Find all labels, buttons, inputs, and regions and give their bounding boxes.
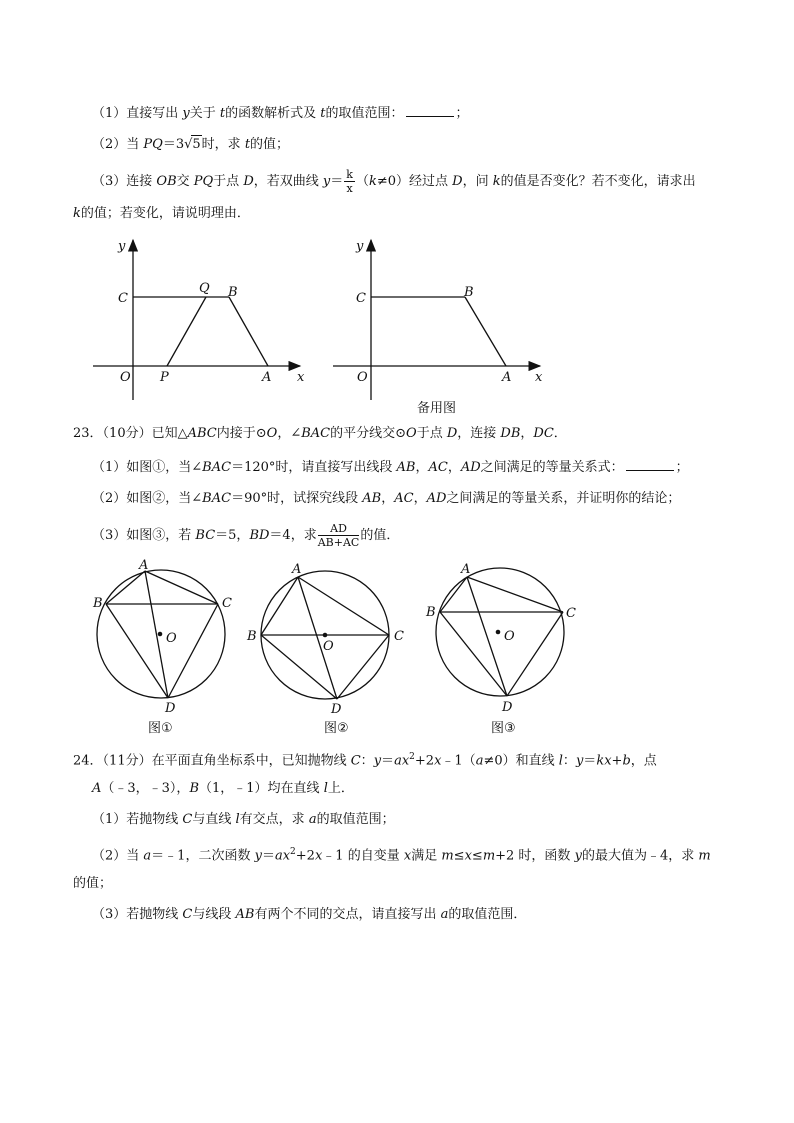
q23-part1: （1）如图①，当∠BAC＝120°时，请直接写出线段 AB，AC，AD之间满足的等量关系式： ； (92, 460, 689, 475)
label-c: C (394, 629, 404, 644)
label-d: D (165, 701, 176, 716)
fraction-ad-over-ab-ac: $\frac{AD}{AB+AC}$ (317, 522, 360, 549)
point-b-label: B (464, 285, 474, 300)
q23-part3: （3）如图③，若 BC＝5，BD＝4，求 $\frac{AD}{AB+AC}$ 的值． (92, 522, 400, 549)
label-o: O (323, 639, 334, 654)
label-d: D (502, 700, 513, 715)
q22-part2: （2）当 PQ＝3√5时，求 t的值； (92, 137, 290, 152)
figure-2-caption: 图② (324, 721, 349, 736)
label-a: A (461, 562, 471, 577)
axis-x-label: x (535, 370, 543, 385)
point-p-label: P (160, 370, 169, 385)
label-d: D (331, 702, 342, 717)
q22-part3: （3）连接 OB交 PQ于点 D，若双曲线 y＝ $\frac{k}{x}$ （k≠0）经过点 D，问 k的值是否变化？若不变化，请求出 (92, 168, 696, 195)
point-q-label: Q (199, 281, 210, 296)
q24-part2: （2）当 a＝﹣1，二次函数 $y=ax^2+2x﹣1$ 的自变量 x满足 m≤x≤m+2 时，函数 y的最大值为﹣4，求 m (92, 847, 711, 864)
label-o: O (166, 631, 177, 646)
origin-label: O (120, 370, 131, 385)
figure-1-caption: 图① (148, 721, 173, 736)
label-b: B (93, 596, 103, 611)
axis-x-label: x (297, 370, 305, 385)
label-a: A (139, 558, 149, 573)
origin-label: O (357, 370, 368, 385)
label-b: B (426, 605, 436, 620)
q24-part1: （1）若抛物线 C与直线 l有交点，求 a的取值范围； (92, 812, 395, 827)
axis-y-label: y (118, 239, 126, 254)
label-o: O (504, 629, 515, 644)
point-a-label: A (262, 370, 272, 385)
q24-line2: A（﹣3，﹣3），B（1，﹣1）均在直线 l上． (92, 781, 354, 796)
label-c: C (222, 596, 232, 611)
label-a: A (292, 562, 302, 577)
spare-figure-caption: 备用图 (417, 401, 457, 416)
point-b-label: B (228, 285, 238, 300)
q23-part2: （2）如图②，当∠BAC＝90°时，试探究线段 AB，AC，AD之间满足的等量关系，并证明你的结论； (92, 491, 681, 506)
answer-blank (626, 458, 674, 471)
q23-heading: 23．（10分）已知△ABC内接于⊙O，∠BAC的平分线交⊙O于点 D，连接 DB，DC． (73, 426, 567, 441)
point-c-label: C (118, 291, 128, 306)
q24-heading: 24．（11分）在平面直角坐标系中，已知抛物线 C：$y=ax^2+2x﹣1(a\ne 0)$和直线 l：y＝kx+b，点 (73, 752, 657, 769)
label-b: B (247, 629, 257, 644)
label-c: C (566, 606, 576, 621)
axis-y-label: y (356, 239, 364, 254)
q22-part1: （1）直接写出 y关于 t的函数解析式及 t的取值范围： ； (92, 106, 469, 121)
q24-part3: （3）若抛物线 C与线段 AB有两个不同的交点，请直接写出 a的取值范围． (92, 907, 527, 922)
figure-3-caption: 图③ (491, 721, 516, 736)
q24-part2-cont: 的值； (73, 876, 113, 891)
q22-part3-cont: k的值；若变化，请说明理由． (73, 206, 250, 221)
fraction-k-over-x: $\frac{k}{x}$ (346, 168, 353, 195)
point-c-label: C (356, 291, 366, 306)
point-a-label: A (502, 370, 512, 385)
